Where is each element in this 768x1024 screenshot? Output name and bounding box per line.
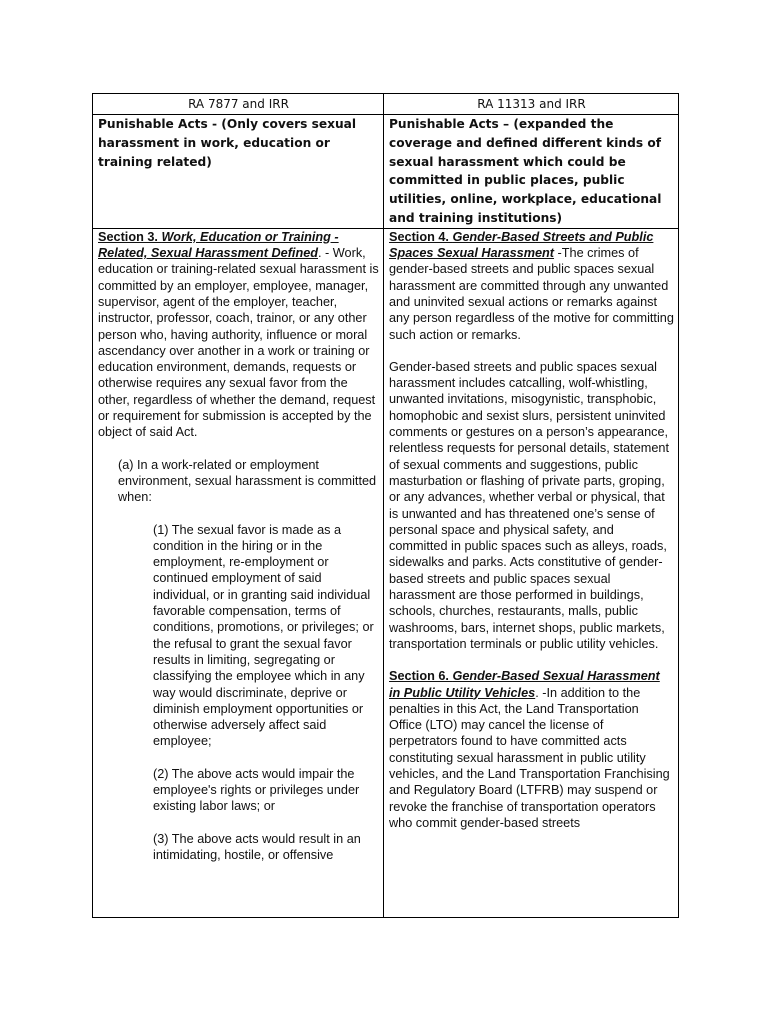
section-4-body: -The crimes of gender-based streets and public spaces sexual harassment are committed through any unwanted and uninvited sexual actions or remarks against any person regardless of the motive for committing such action or remarks. [389,246,674,342]
provisions-row [93,228,679,917]
section-6-body: . -In addition to the penalties in this Act, the Land Transportation Office (LTO) may cancel the license of perpetrators found to have committed acts constituting sexual harassment in public utility vehicles, and the Land Transportation Franchising and Regulatory Board (LTFRB) may suspend or revoke the franchise of transportation operators who commit gender-based streets [389,685,670,830]
header-ra7877: RA 7877 and IRR [93,94,384,115]
punishable-row [93,115,679,229]
section-6-heading: Section 6. Gender-Based Sexual Harassment in Public Utility Vehicles [389,669,660,700]
punishable-acts-ra11313: Punishable Acts – (expanded the coverage and defined different kinds of sexual harassment which could be committed in public places, public utilities, online, workplace, educational and training institutions) [384,115,679,229]
item-1: (1) The sexual favor is made as a condition in the hiring or in the employment, re-employment or continued employment of said individual, or in granting said individual favorable compensation, terms of conditions, promotions, or privileges; or the refusal to grant the sexual favor results in limiting, segregating or classifying the employee which in any way would discriminate, deprive or diminish employment opportunities or otherwise adversely affect said employee; [153,522,374,749]
section-4-paragraph-2: Gender-based streets and public spaces sexual harassment includes catcalling, wolf-whistling, unwanted invitations, misogynistic, transphobic, homophobic and sexist slurs, persistent uninvited comments or gestures on a person’s appearance, relentless requests for personal details, statement of sexual comments and suggestions, public masturbation or flashing of private parts, groping, or any advances, whether verbal or physical, that is unwanted and has threatened one’s sense of personal space and physical safety, and committed in public spaces such as alleys, roads, sidewalks and parks. Acts constitutive of gender-based streets and public spaces sexual harassment are those performed in buildings, schools, churches, restaurants, malls, public washrooms, bars, internet shops, public markets, transportation terminals or public utility vehicles. [389,359,669,651]
ra11313-provisions [384,228,679,917]
ra7877-provisions [93,228,384,917]
item-2: (2) The above acts would impair the employee's rights or privileges under existing labor laws; or [153,766,360,814]
header-ra11313: RA 11313 and IRR [384,94,679,115]
section-3-body: . - Work, education or training-related sexual harassment is committed by an employer, employee, manager, supervisor, agent of the employer, teacher, instructor, professor, coach, trainor, or any other person who, having authority, influence or moral ascendancy over another in a work or training or education environment, demands, requests or otherwise requires any sexual favor from the other, regardless of whether the demand, request or requirement for submission is accepted by the object of said Act. [98,246,379,440]
section-4-paragraph [389,229,674,343]
section-6-paragraph [389,668,674,831]
item-a: (a) In a work-related or employment environment, sexual harassment is committed when: [118,457,377,505]
punishable-acts-ra7877: Punishable Acts - (Only covers sexual harassment in work, education or training related) [93,115,384,229]
header-row [93,94,679,115]
section-3-heading: Section 3. Work, Education or Training -Related, Sexual Harassment Defined [98,229,339,261]
comparison-table [92,93,679,918]
section-3-paragraph [98,229,379,441]
section-4-heading: Section 4. Gender-Based Streets and Public Spaces Sexual Harassment [389,229,654,261]
item-3: (3) The above acts would result in an intimidating, hostile, or offensive [153,831,361,862]
